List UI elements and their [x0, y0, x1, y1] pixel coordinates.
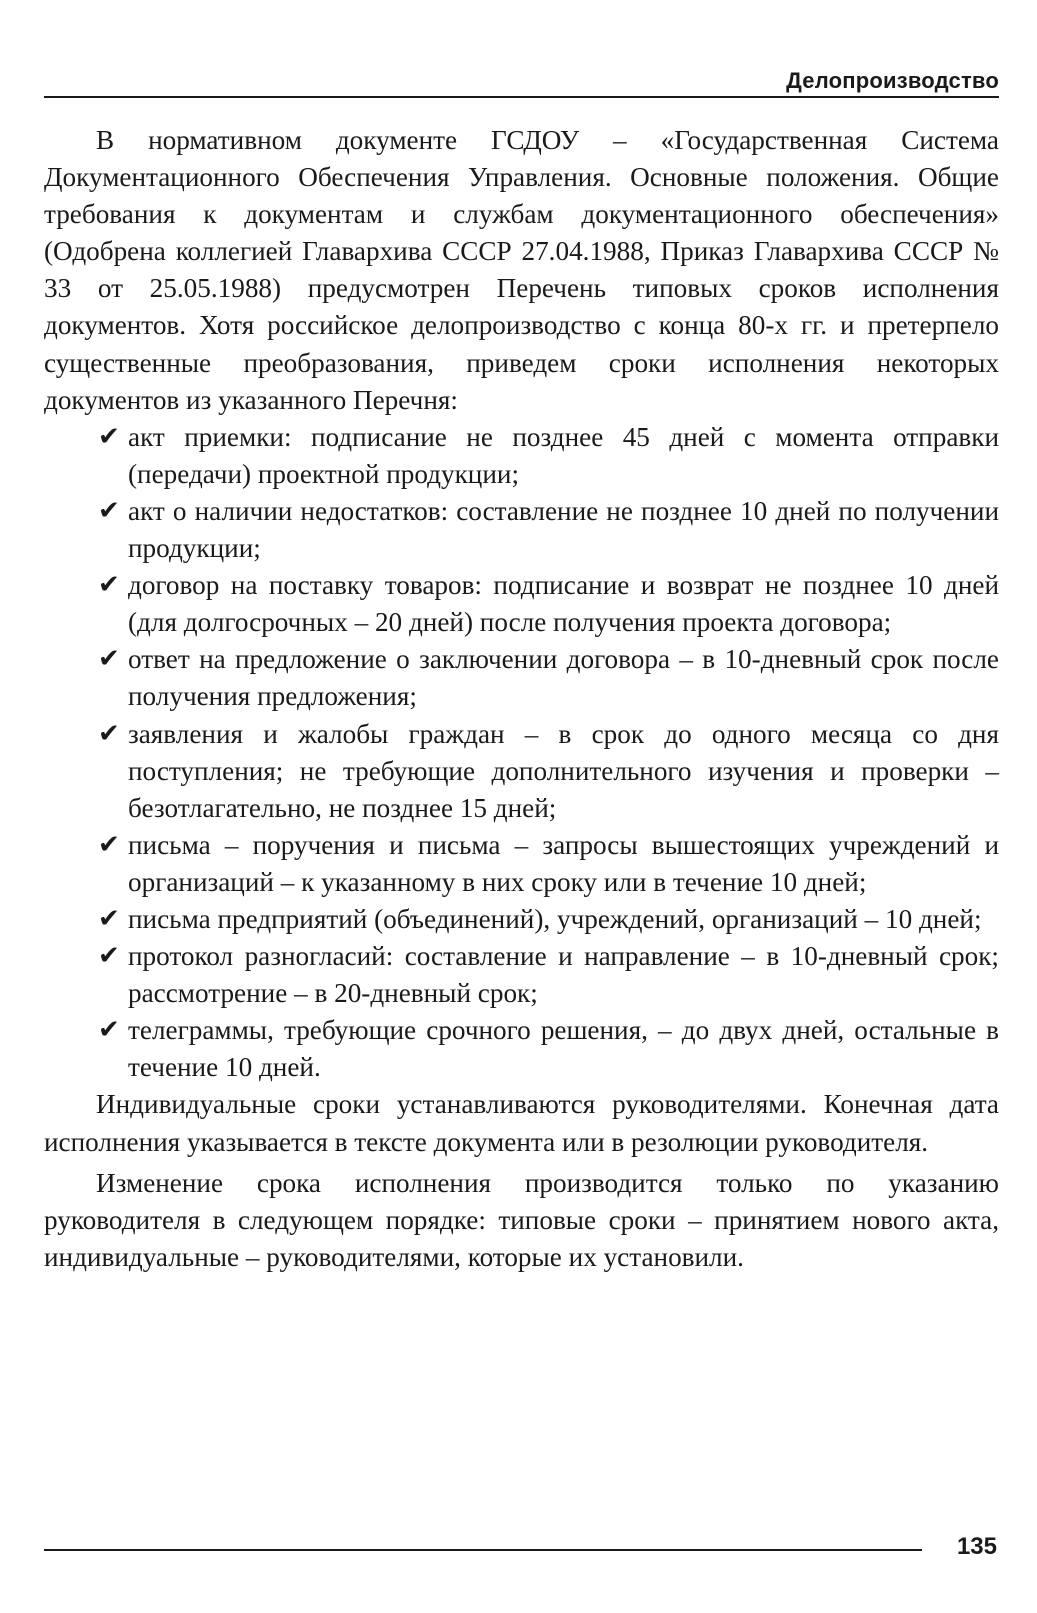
- list-item: [98, 641, 999, 715]
- list-item-text: акт приемки: подписание не позднее 45 дней с момента отправки (передачи) проектной продукции;: [128, 421, 999, 489]
- page-number: 135: [956, 1533, 997, 1560]
- list-item: [98, 419, 999, 493]
- check-mark-icon: ✔: [98, 941, 120, 972]
- check-mark-icon: ✔: [98, 495, 120, 526]
- list-item: [98, 493, 999, 567]
- list-item-text: ответ на предложение о заключении договора – в 10-дневный срок после получения предложения;: [128, 644, 999, 712]
- list-item-text: телеграммы, требующие срочного решения, – до двух дней, остальные в течение 10 дней.: [128, 1015, 999, 1083]
- list-item-text: протокол разногласий: составление и направление – в 10-дневный срок; рассмотрение – в 20-дневный срок;: [128, 941, 999, 1009]
- list-item-text: договор на поставку товаров: подписание и возврат не позднее 10 дней (для долгосрочных – 20 дней) после получения проекта договора;: [128, 570, 999, 638]
- list-item-text: акт о наличии недостатков: составление не позднее 10 дней по получении продукции;: [128, 495, 999, 564]
- list-item: [98, 938, 999, 1012]
- check-mark-icon: ✔: [98, 718, 120, 749]
- deadline-change-paragraph: Изменение срока исполнения производится только по указанию руководителя в следующем порядке: типовые сроки – принятием нового акта, индивидуальные – руководителями, которые их установили.: [44, 1167, 999, 1272]
- list-item: [98, 827, 999, 901]
- list-item-text: письма предприятий (объединений), учреждений, организаций – 10 дней;: [128, 903, 982, 934]
- header-rule: [44, 96, 999, 98]
- check-mark-icon: ✔: [98, 903, 120, 934]
- check-mark-icon: ✔: [98, 1015, 120, 1046]
- list-item: [98, 1012, 999, 1086]
- individual-deadlines-paragraph: Индивидуальные сроки устанавливаются руководителями. Конечная дата исполнения указывается в тексте документа или в резолюции руководителя.: [44, 1089, 999, 1157]
- deadlines-list: [44, 419, 999, 1087]
- list-item: [98, 901, 999, 938]
- check-mark-icon: ✔: [98, 644, 120, 675]
- check-mark-icon: ✔: [98, 570, 120, 601]
- check-mark-icon: ✔: [98, 829, 120, 860]
- list-item: [98, 567, 999, 641]
- footer-rule: [44, 1549, 922, 1551]
- check-mark-icon: ✔: [98, 421, 120, 452]
- page-body: [44, 122, 999, 1276]
- list-item: [98, 716, 999, 827]
- list-item-text: письма – поручения и письма – запросы вышестоящих учреждений и организаций – к указанному в них сроку или в течение 10 дней;: [128, 829, 999, 897]
- intro-paragraph: В нормативном документе ГСДОУ – «Государственная Система Документационного Обеспечения Управления. Основные положения. Общие требования к документам и службам документационного обеспечения» (Одобрена коллегией Главархива СССР 27.04.1988, Приказ Главархива СССР № 33 от 25.05.1988) предусмотрен Перечень типовых сроков исполнения документов. Хотя российское делопроизводство с конца 80-х гг. и претерпело существенные преобразования, приведем сроки исполнения некоторых документов из указанного Перечня:: [44, 125, 999, 415]
- running-title: Делопроизводство: [786, 68, 999, 93]
- list-item-text: заявления и жалобы граждан – в срок до одного месяца со дня поступления; не требующие дополнительного изучения и проверки – безотлагательно, не позднее 15 дней;: [128, 718, 999, 823]
